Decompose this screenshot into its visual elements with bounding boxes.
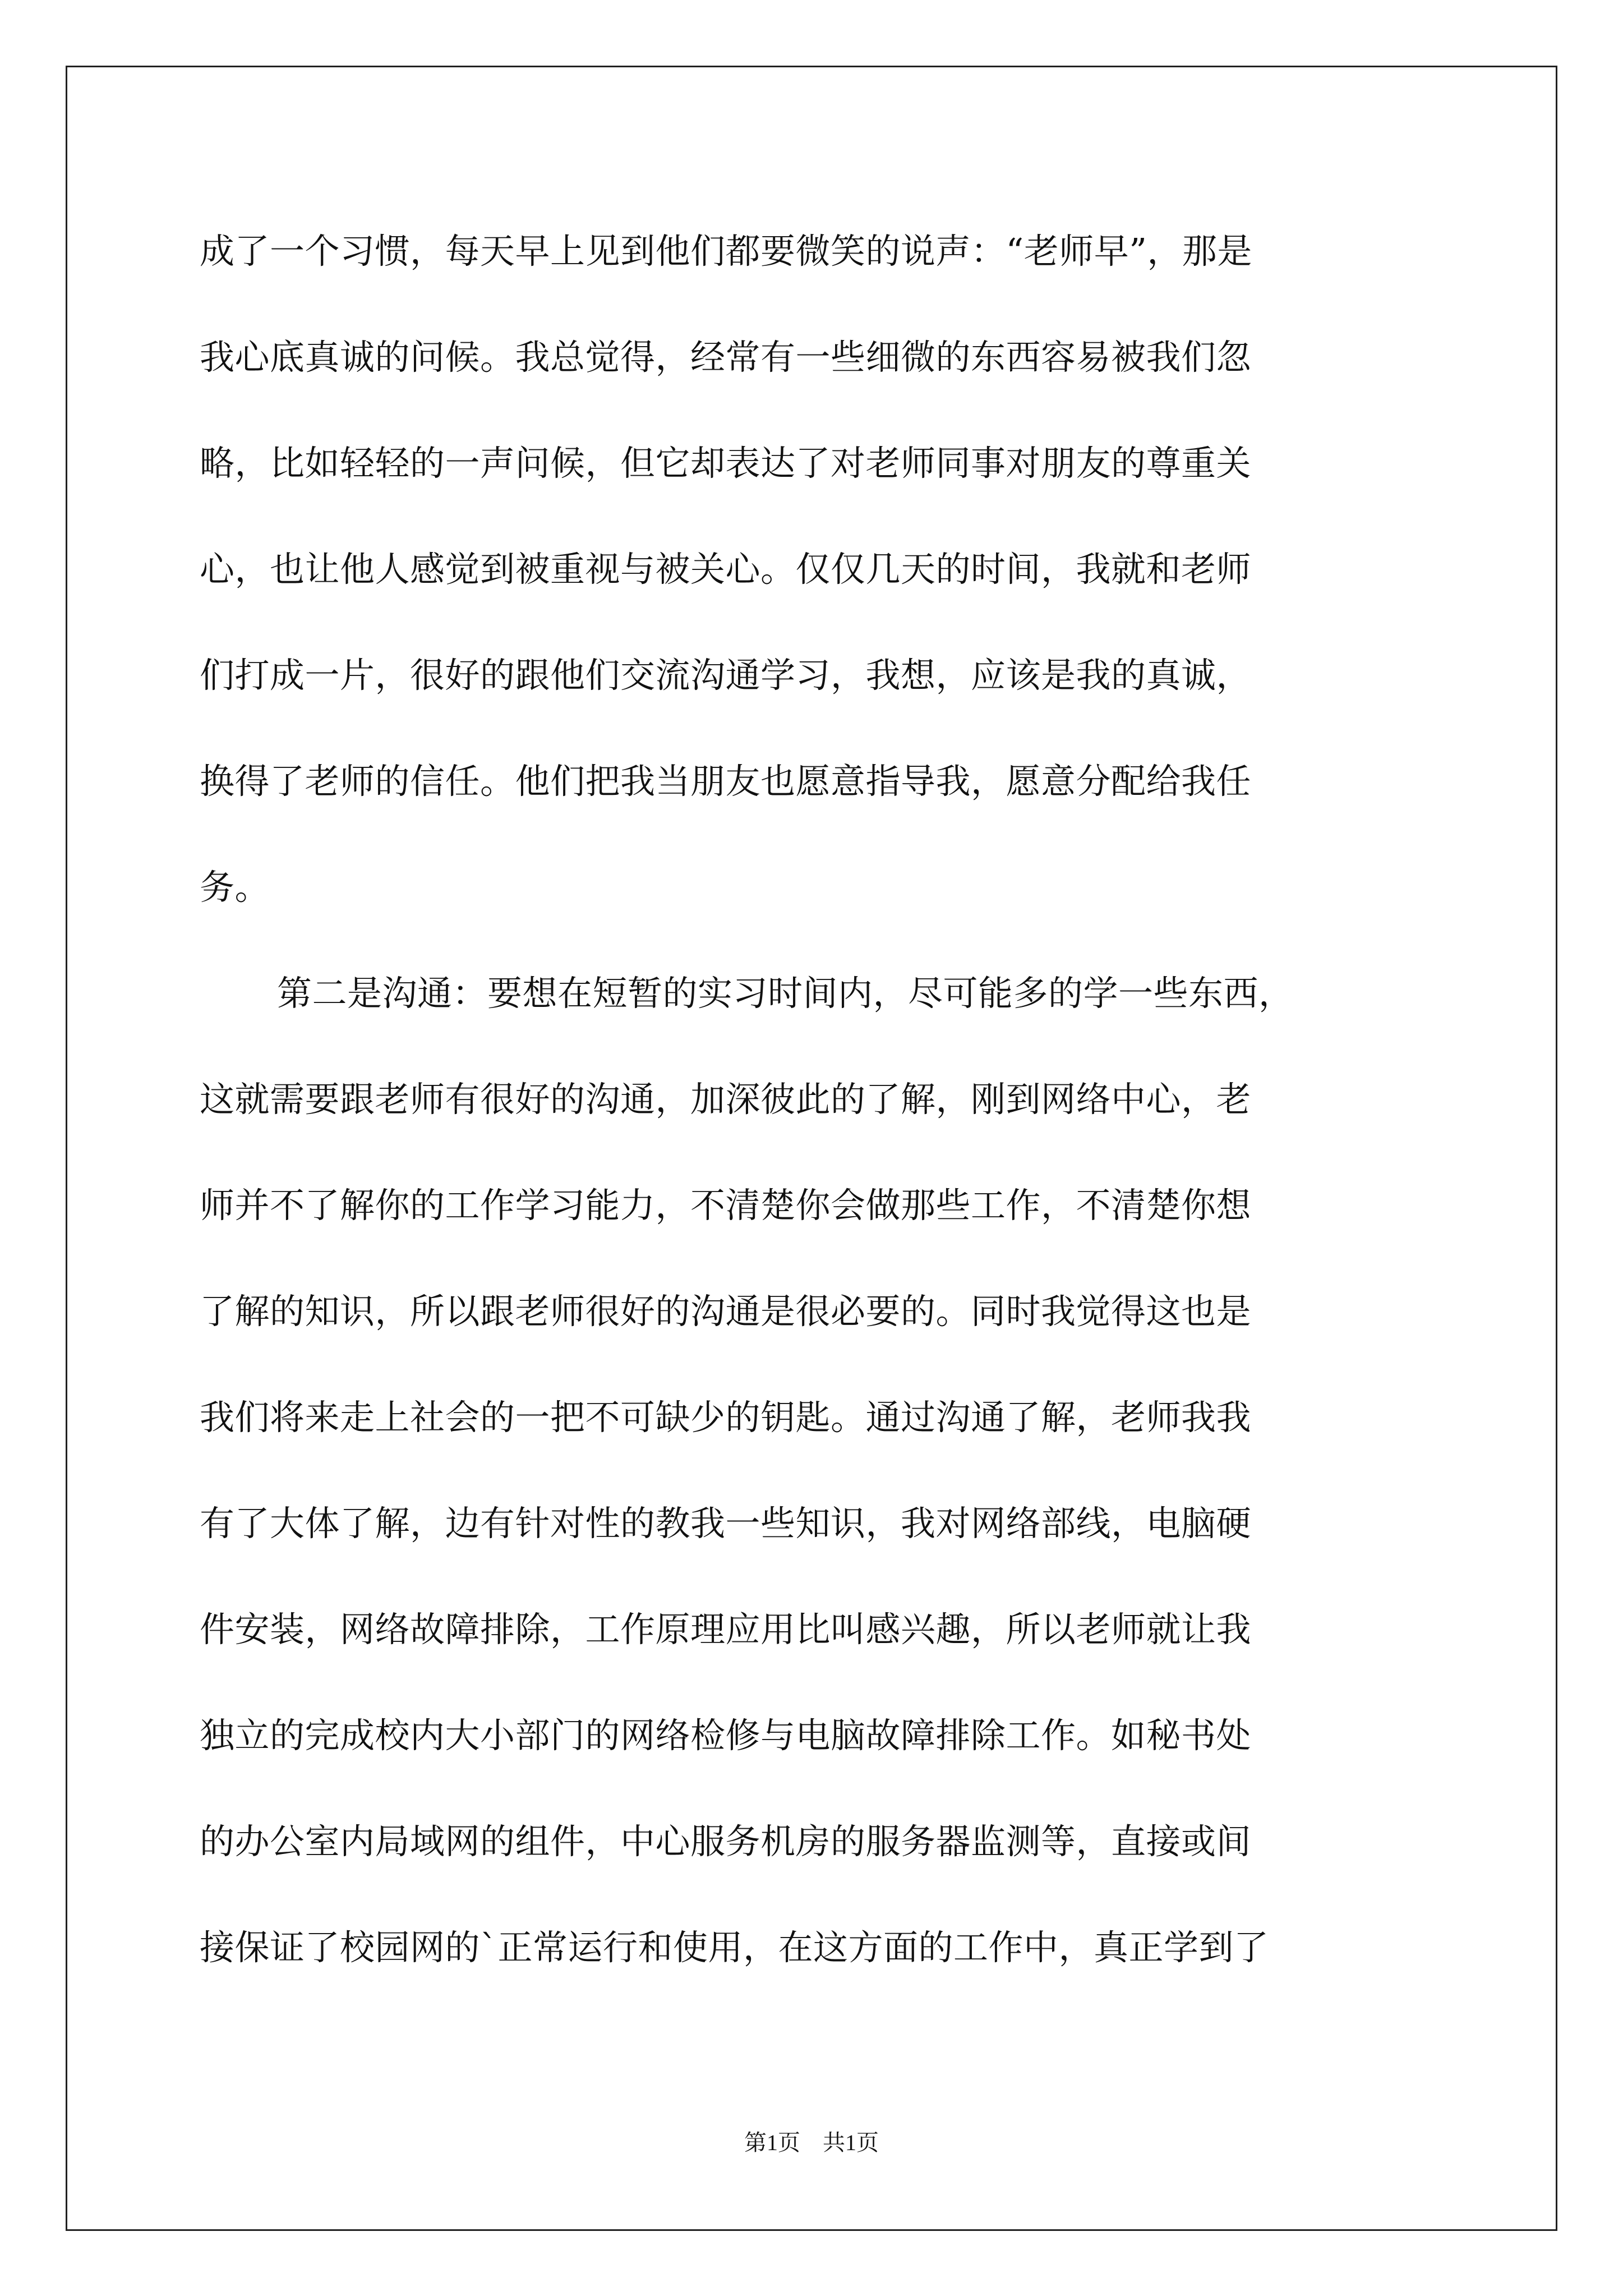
text-line: 我心底真诚的问候。我总觉得，经常有一些细微的东西容易被我们忽 [200,337,1252,378]
page-border [66,66,1557,2231]
text-line: 师并不了解你的工作学习能力，不清楚你会做那些工作，不清楚你想 [200,1185,1252,1226]
text-line: 了解的知识，所以跟老师很好的沟通是很必要的。同时我觉得这也是 [200,1291,1252,1332]
text-line: 成了一个习惯，每天早上见到他们都要微笑的说声：“老师早”，那是 [200,231,1252,272]
paragraph-start-line: 第二是沟通：要想在短暂的实习时间内，尽可能多的学一些东西， [277,973,1294,1014]
text-line: 心，也让他人感觉到被重视与被关心。仅仅几天的时间，我就和老师 [200,549,1252,590]
text-line: 务。 [200,867,270,908]
text-line: 的办公室内局域网的组件，中心服务机房的服务器监测等，直接或间 [200,1821,1252,1862]
text-line: 有了大体了解，边有针对性的教我一些知识，我对网络部线，电脑硬 [200,1503,1252,1544]
page-number-footer: 第1页 共1页 [744,2130,879,2155]
text-line: 件安装，网络故障排除，工作原理应用比叫感兴趣，所以老师就让我 [200,1609,1252,1650]
text-line: 们打成一片，很好的跟他们交流沟通学习，我想，应该是我的真诚， [200,655,1252,696]
text-line: 接保证了校园网的`正常运行和使用，在这方面的工作中，真正学到了 [200,1927,1269,1968]
text-line: 换得了老师的信任。他们把我当朋友也愿意指导我，愿意分配给我任 [200,761,1252,802]
text-line: 这就需要跟老师有很好的沟通，加深彼此的了解，刚到网络中心，老 [200,1079,1252,1120]
text-line: 我们将来走上社会的一把不可缺少的钥匙。通过沟通了解，老师我我 [200,1397,1252,1438]
text-line: 独立的完成校内大小部门的网络检修与电脑故障排除工作。如秘书处 [200,1715,1252,1756]
text-line: 略，比如轻轻的一声问候，但它却表达了对老师同事对朋友的尊重关 [200,443,1252,484]
